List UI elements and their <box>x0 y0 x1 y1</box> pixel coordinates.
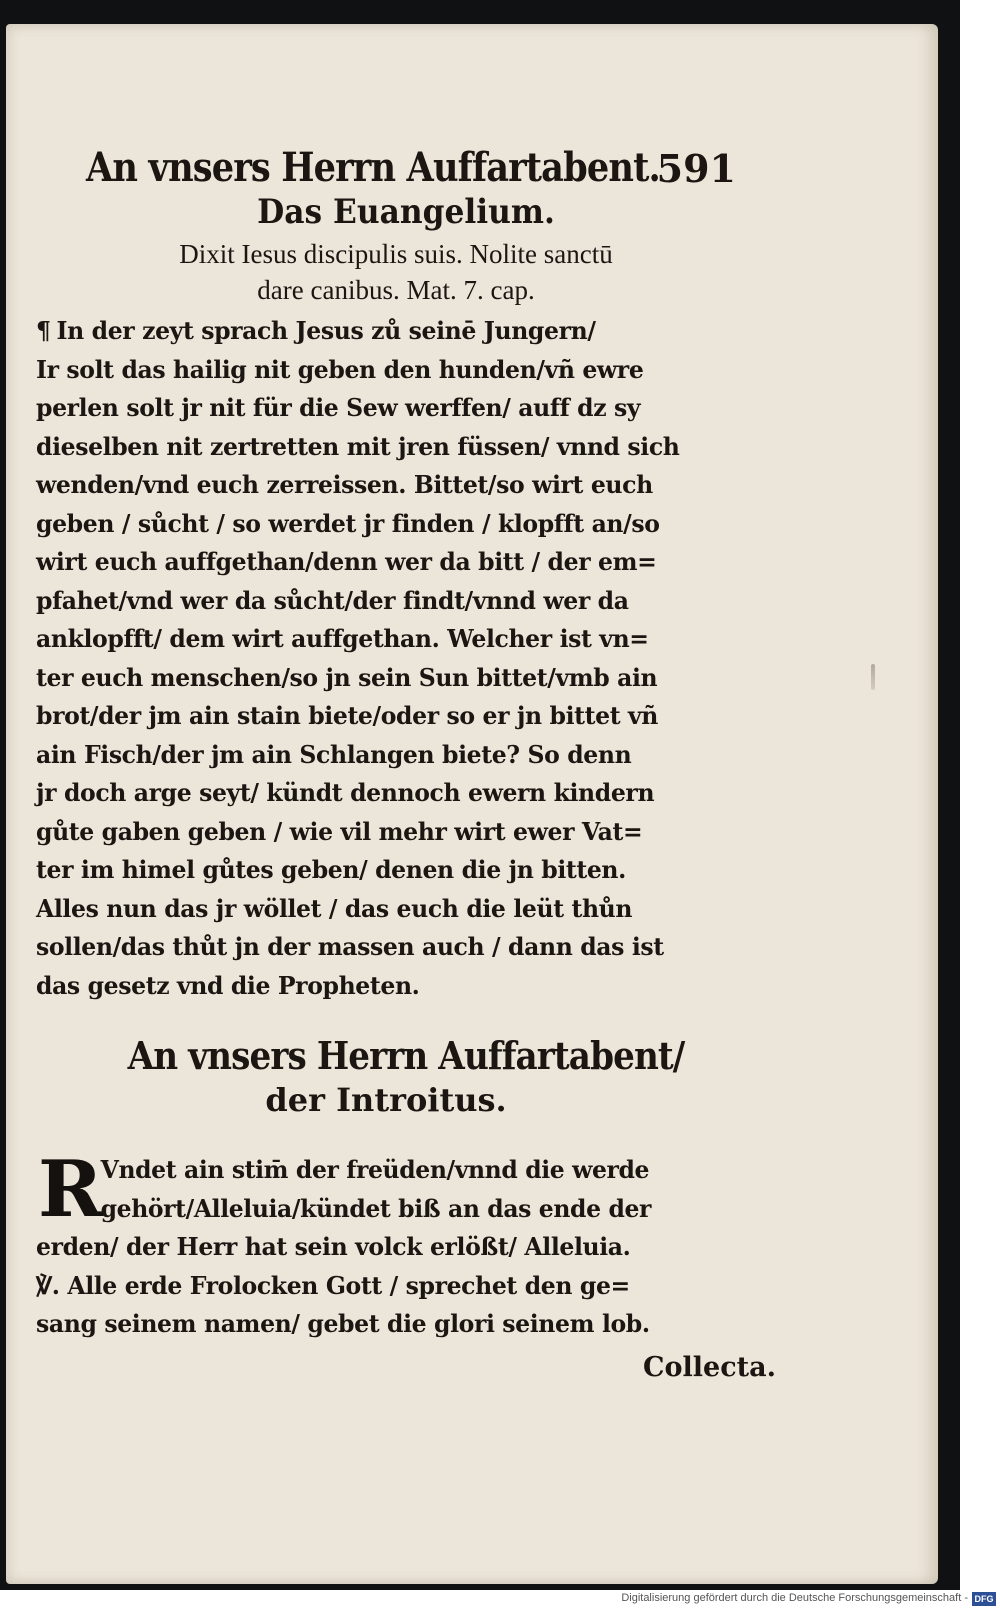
section-title: An vnsers Herrn Auffartabent/ <box>127 1033 685 1078</box>
footer-bar <box>0 1590 1000 1611</box>
introit-line: gehört/Alleluia/kündet biß an das ende der <box>100 1193 652 1223</box>
drop-cap-initial: R <box>38 1144 103 1235</box>
paper-blemish <box>871 664 875 690</box>
gospel-text <box>36 312 776 1005</box>
gospel-line-text: In der zeyt sprach Jesus zů seinē Jungern/ <box>56 316 596 345</box>
gospel-line: wenden/vnd euch zerreissen. Bittet/so wirt euch <box>36 470 653 499</box>
catchword: Collecta. <box>643 1351 776 1383</box>
gospel-line: dieselben nit zertretten mit jren füssen/ vnnd sich <box>36 431 680 461</box>
introit-line: sang seinem namen/ gebet die glori seinem lob. <box>36 1309 650 1338</box>
gospel-line: anklopfft/ dem wirt auffgethan. Welcher ist vn= <box>36 624 649 653</box>
gospel-line: geben / sůcht / so werdet jr finden / klopfft an/so <box>36 508 660 538</box>
latin-intro-line: Dixit Iesus discipulis suis. Nolite sanctū <box>179 239 613 269</box>
gospel-line: gůte gaben geben / wie vil mehr wirt ewer Vat= <box>36 816 643 846</box>
funding-credit: Digitalisierung gefördert durch die Deutsche Forschungsgemeinschaft - <box>621 1592 968 1604</box>
gospel-line: Alles nun das jr wöllet / das euch die leüt thůn <box>36 893 633 923</box>
page-header <box>36 144 776 196</box>
introit-text <box>36 1144 776 1388</box>
gospel-line: Ir solt das hailig nit geben den hunden/vñ ewre <box>36 354 644 384</box>
pilcrow-mark: ¶ <box>36 316 51 345</box>
gospel-line: ter euch menschen/so jn sein Sun bittet/vmb ain <box>36 662 658 692</box>
gospel-heading: Das Euangelium. <box>257 192 555 232</box>
gospel-line: brot/der jm ain stain biete/oder so er jn bittet vñ <box>36 701 659 730</box>
gospel-line: wirt euch auffgethan/denn wer da bitt / der em= <box>36 547 657 576</box>
page-number: 591 <box>656 146 736 191</box>
section-subtitle: der Introitus. <box>265 1081 507 1119</box>
gospel-line: sollen/das thůt jn der massen auch / dann das ist <box>36 932 664 961</box>
gospel-line: ain Fisch/der jm ain Schlangen biete? So denn <box>36 739 632 769</box>
introit-line: erden/ der Herr hat sein volck erlößt/ Alleluia. <box>36 1232 631 1261</box>
gospel-line: perlen solt jr nit für die Sew werffen/ auff dz sy <box>36 393 641 422</box>
book-page <box>6 24 938 1584</box>
page-text-block <box>36 144 776 1388</box>
gospel-line: pfahet/vnd wer da sůcht/der findt/vnnd wer da <box>36 585 629 615</box>
introit-line: ℣. Alle erde Frolocken Gott / sprechet den ge= <box>36 1270 630 1300</box>
gospel-line <box>36 312 762 351</box>
gospel-line: das gesetz vnd die Propheten. <box>36 970 420 1000</box>
gospel-line: jr doch arge seyt/ kündt dennoch ewern kindern <box>36 778 655 807</box>
gospel-line: ter im himel gůtes geben/ denen die jn bitten. <box>36 855 626 884</box>
introit-line: Vndet ain stim̄ der freüden/vnnd die werde <box>100 1155 650 1184</box>
running-head: An vnsers Herrn Auffartabent. <box>86 144 660 191</box>
dfg-logo-icon: DFG <box>972 1592 996 1606</box>
latin-intro-line: dare canibus. Mat. 7. cap. <box>257 275 535 305</box>
